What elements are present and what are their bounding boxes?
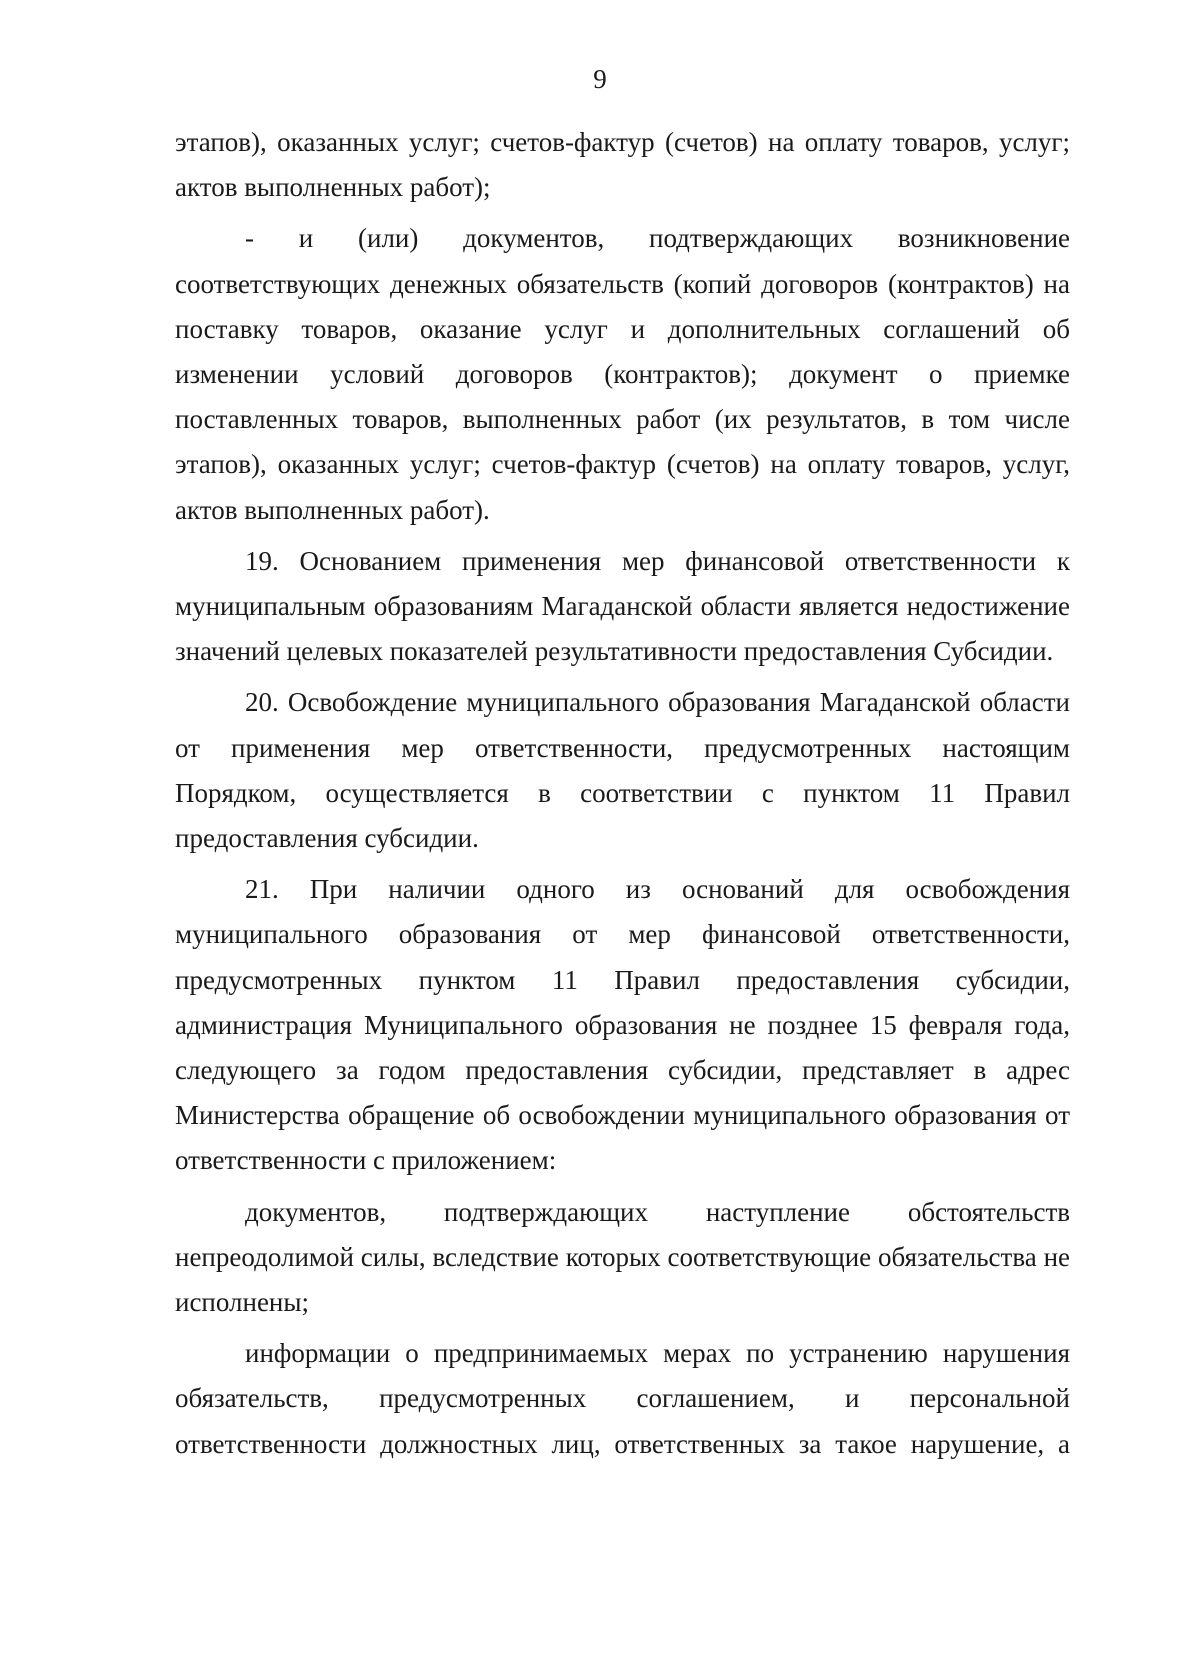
page-number: 9 [593, 64, 607, 94]
paragraph-20: 20. Освобождение муниципального образования Магаданской области от применения мер ответственности, предусмотренных настоящим Порядком, осуществляется в соответствии с пунктом 11 Правил предоставления субсидии. [175, 687, 1070, 854]
paragraph-21: 21. При наличии одного из оснований для освобождения муниципального образования от мер финансовой ответственности, предусмотренных пунктом 11 Правил предоставления субсидии, администрация Муниципального образования не позднее 15 февраля года, следующего за годом предоставления субсидии, представляет в адрес Министерства обращение об освобождении муниципального образования от ответственности с приложением: [175, 874, 1070, 1176]
paragraph-documents-list-item: - и (или) документов, подтверждающих возникновение соответствующих денежных обязательств (копий договоров (контрактов) на поставку товаров, оказание услуг и дополнительных соглашений об изменении условий договоров (контрактов); документ о приемке поставленных товаров, выполненных работ (их результатов, в том числе этапов), оказанных услуг; счетов-фактур (счетов) на оплату товаров, услуг, актов выполненных работ). [175, 223, 1070, 525]
paragraph-19: 19. Основанием применения мер финансовой ответственности к муниципальным образованиям Магаданской области является недостижение значений целевых показателей результативности предоставления Субсидии. [175, 545, 1070, 667]
paragraph-measures-information: информации о предпринимаемых мерах по устранению нарушения обязательств, предусмотренных соглашением, и персональной ответственности должностных лиц, ответственных за такое нарушение, а [175, 1338, 1070, 1459]
document-body [175, 120, 1070, 1467]
paragraph-force-majeure-documents: документов, подтверждающих наступление обстоятельств непреодолимой силы, вследствие которых соответствующие обязательства не исполнены; [175, 1196, 1070, 1318]
paragraph-continuation: этапов), оказанных услуг; счетов-фактур (счетов) на оплату товаров, услуг; актов выполненных работ); [175, 127, 1070, 203]
